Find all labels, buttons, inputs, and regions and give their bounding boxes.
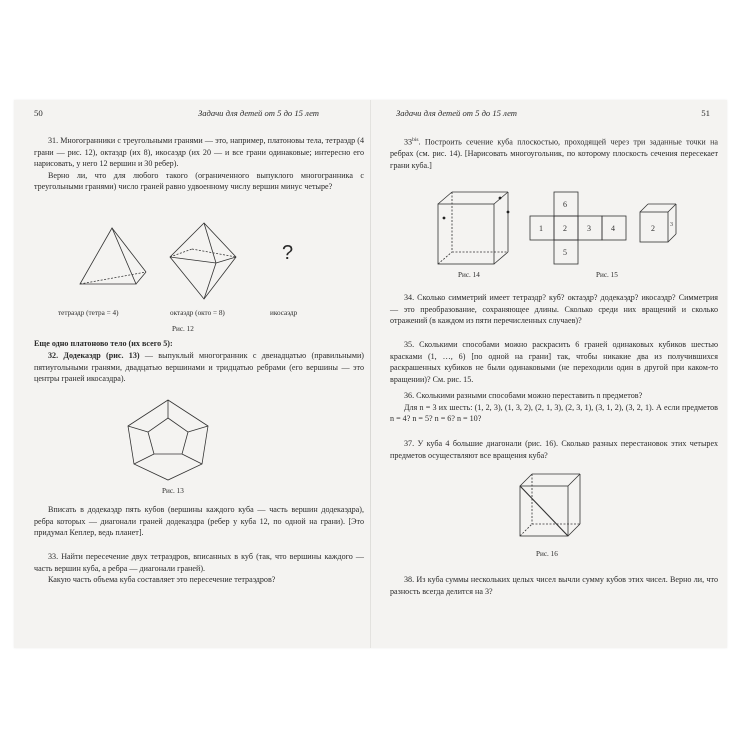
problem-35-text: 35. Сколькими способами можно раскрасить 6 граней одинаковых кубиков шестью красками (1, …, 6) [по одной на грани] так, чтобы никакие два из получившихся раскрашенных кубиков не были одинаковыми (не переходили один в другой при каком-то вращении)? См. рис. 15. <box>390 340 718 384</box>
running-header-right <box>390 108 718 122</box>
problem-36-details: Для n = 3 их шесть: (1, 2, 3), (1, 3, 2), (2, 1, 3), (2, 3, 1), (3, 1, 2), (3, 2, 1). А если предметов n = 4? n = 5? n = 6? n = 10? <box>390 402 718 424</box>
problem-32 <box>34 350 364 385</box>
problem-35 <box>390 339 718 385</box>
problem-34-text: 34. Сколько симметрий имеет тетраэдр? куб? октаэдр? додекаэдр? икосаэдр? Симметрия — это преобразование, сохраняющее длины. Сколько среди них вращений и сколько отражений (в каждом из пяти перечисленных случаев)? <box>390 293 718 326</box>
problem-31-question: Верно ли, что для любого такого (ограниченного выпуклого многогранника с треугольными гранями) число граней равно удвоенному числу вершин минус четыре? <box>34 170 364 192</box>
net-cell-3: 3 <box>587 224 591 233</box>
problem-33bis-sup: bis <box>412 137 419 143</box>
net-cell-4: 4 <box>611 224 615 233</box>
net-cell-1: 1 <box>539 224 543 233</box>
net-cell-5: 5 <box>563 248 567 257</box>
problem-34 <box>390 292 718 327</box>
problem-33bis <box>390 135 718 171</box>
net-cell-6: 6 <box>563 200 567 209</box>
problem-38-text: 38. Из куба суммы нескольких целых чисел вычли сумму кубов этих чисел. Верно ли, что разность всегда делится на 3? <box>390 575 718 596</box>
die-front-label: 2 <box>651 224 655 233</box>
problem-37-text: 37. У куба 4 большие диагонали (рис. 16). Сколько разных перестановок этих четырех предметов осуществляют все вращения куба? <box>390 439 718 460</box>
running-header-left <box>34 108 364 122</box>
problem-37 <box>390 438 718 461</box>
cube-net-figure <box>530 192 626 264</box>
problem-36-text: 36. Сколькими разными способами можно переставить n предметов? <box>404 391 643 400</box>
page-number-right: 51 <box>701 108 710 118</box>
dodecahedron-cubes-text: Вписать в додекаэдр пять кубов (вершины каждого куба — часть вершин додекаэдра), ребра которых — диагонали граней додекаэдра (ребер у куба 12, по одной на грани). [Это придумал Кеплер, ведь планет]. <box>34 505 364 538</box>
running-head-title-right: Задачи для детей от 5 до 15 лет <box>396 108 517 118</box>
tetrahedron-label: тетраэдр (тетра = 4) <box>58 309 119 317</box>
octahedron-label: октаэдр (окто = 8) <box>170 309 225 317</box>
octahedron-figure <box>168 221 238 301</box>
figure-12-caption: Рис. 12 <box>172 325 194 333</box>
right-page <box>390 108 718 608</box>
cube-diagonal-figure <box>518 472 584 538</box>
problem-33-question: Какую часть объема куба составляет это пересечение тетраэдров? <box>48 575 276 585</box>
running-head-title-left: Задачи для детей от 5 до 15 лет <box>198 108 319 118</box>
net-cell-2: 2 <box>563 224 567 233</box>
page-number-left: 50 <box>34 108 43 118</box>
book-gutter <box>370 100 371 648</box>
problem-33bis-number: 33 <box>404 137 413 147</box>
die-figure <box>638 202 680 246</box>
problem-36 <box>390 390 718 425</box>
platonic-heading: Еще одно платоново тело (их всего 5): <box>34 339 173 348</box>
problem-31-text: 31. Многогранники с треугольными гранями — это, например, платоновы тела, тетраэдр (4 грани — рис. 12), октаэдр (их 8), икосаэдр (их 20 — и все грани одинаковые; интересно его нарисовать, у него 12 вершин и 30 ребер). <box>34 136 364 169</box>
figure-15-caption: Рис. 15 <box>596 271 618 279</box>
problem-32-lead: 32. Додекаэдр (рис. 13) <box>48 351 140 360</box>
problem-38 <box>390 574 718 597</box>
left-page <box>34 108 364 608</box>
icosahedron-question-mark: ? <box>282 242 294 264</box>
dodecahedron-cubes-paragraph <box>34 504 364 539</box>
problem-33bis-body: . Построить сечение куба плоскостью, проходящей через три заданные точки на ребрах (см. рис. 14). [Нарисовать многоугольник, по которому плоскость сечения пересекает грани куба.] <box>390 137 718 170</box>
die-side-label: 3 <box>670 222 673 228</box>
problem-33-text: 33. Найти пересечение двух тетраэдров, вписанных в куб (так, что вершины каждого — часть вершин куба, а ребра — диагонали граней). <box>34 552 364 573</box>
figure-13-caption: Рис. 13 <box>162 487 184 495</box>
figure-14-caption: Рис. 14 <box>458 271 480 279</box>
problem-32-rest: — выпуклый многогранник с двенадцатью (правильными) пятиугольными гранями, двадцатью вершинами и тридцатью ребрами (его вершины — это центры граней икосаэдра). <box>34 351 364 384</box>
problem-33 <box>34 551 364 586</box>
problem-32-text <box>34 350 364 385</box>
problem-31 <box>34 135 364 193</box>
cube-section-figure <box>436 190 516 268</box>
problem-33bis-text <box>390 135 718 171</box>
figure-16-caption: Рис. 16 <box>536 550 558 558</box>
dodecahedron-figure <box>124 398 214 483</box>
icosahedron-label: икосаэдр <box>270 309 298 317</box>
tetrahedron-figure <box>78 226 148 296</box>
